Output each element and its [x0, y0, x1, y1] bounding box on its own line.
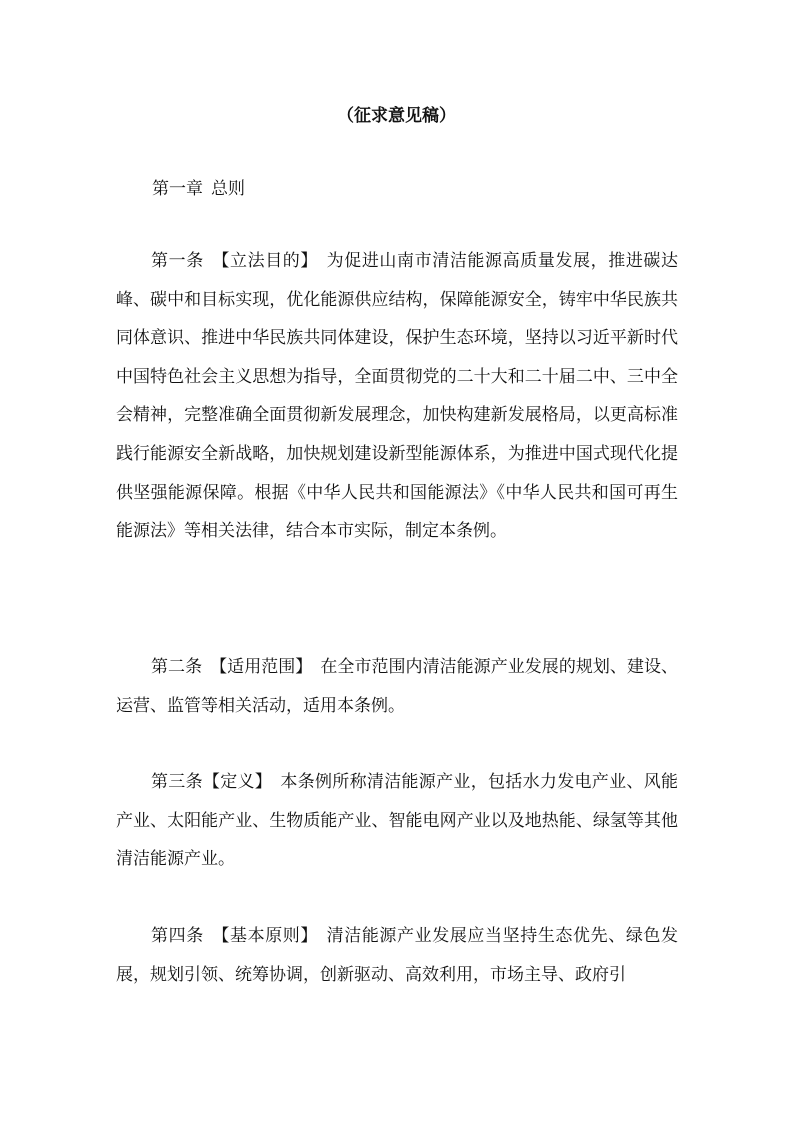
- document-subtitle: （征求意见稿）: [337, 106, 456, 126]
- chapter-title: 总则: [211, 179, 245, 199]
- article-text: 在全市范围内清洁能源产业发展的规划、建设、运营、监管等相关活动，适用本条例。: [116, 657, 679, 716]
- article-number: 第二条: [151, 657, 203, 677]
- article-heading: 【立法目的】: [211, 251, 319, 271]
- article-number: 第三条: [151, 772, 203, 792]
- article-heading: 【基本原则】: [211, 926, 319, 946]
- article-number: 第四条: [151, 926, 204, 946]
- article-3: [116, 763, 678, 879]
- article-1: [116, 242, 678, 551]
- article-4: [116, 917, 678, 994]
- article-heading: 【适用范围】: [210, 657, 313, 677]
- article-text: 为促进山南市清洁能源高质量发展，推进碳达峰、碳中和目标实现，优化能源供应结构，保障能源安全，铸牢中华民族共同体意识、推进中华民族共同体建设，保护生态环境，坚持以习近平新时代中国特色社会主义思想为指导，全面贯彻党的二十大和二十届二中、三中全会精神，完整准确全面贯彻新发展理念，加快构建新发展格局，以更高标准践行能源安全新战略，加快规划建设新型能源体系，为推进中国式现代化提供坚强能源保障。根据《中华人民共和国能源法》《中华人民共和国可再生能源法》等相关法律，结合本市实际，制定本条例。: [116, 251, 679, 542]
- chapter-heading: [152, 177, 245, 201]
- article-text: 清洁能源产业发展应当坚持生态优先、绿色发展，规划引领、统筹协调，创新驱动、高效利用，市场主导、政府引: [116, 926, 679, 985]
- article-2: [116, 648, 678, 725]
- article-heading: 【定义】: [202, 772, 273, 792]
- article-number: 第一条: [151, 251, 204, 271]
- article-text: 本条例所称清洁能源产业，包括水力发电产业、风能产业、太阳能产业、生物质能产业、智能电网产业以及地热能、绿氢等其他清洁能源产业。: [116, 772, 679, 870]
- chapter-number: 第一章: [152, 179, 203, 199]
